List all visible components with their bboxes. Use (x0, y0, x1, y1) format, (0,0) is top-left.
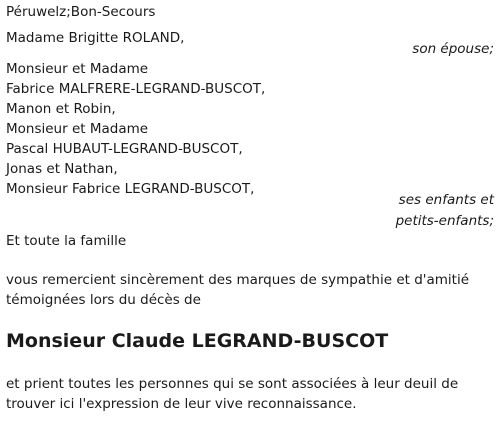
children-relation-line-1: ses enfants et (398, 192, 494, 208)
children-line-5: Pascal HUBAUT-LEGRAND-BUSCOT, (6, 141, 243, 157)
children-line-6: Jonas et Nathan, (6, 161, 118, 177)
location-header: Péruwelz;Bon-Secours (6, 4, 156, 20)
closing-line-1: et prient toutes les personnes qui se sont associées à leur deuil de (6, 376, 459, 392)
closing-line-2: trouver ici l'expression de leur vive reconnaissance. (6, 396, 357, 412)
thanks-line-1: vous remercient sincèrement des marques de sympathie et d'amitié (6, 272, 470, 288)
children-line-7: Monsieur Fabrice LEGRAND-BUSCOT, (6, 181, 255, 197)
children-line-3: Manon et Robin, (6, 101, 116, 117)
deceased-name: Monsieur Claude LEGRAND-BUSCOT (6, 330, 389, 352)
children-line-1: Monsieur et Madame (6, 61, 149, 77)
children-relation-line-2: petits-enfants; (395, 213, 494, 229)
spouse-name: Madame Brigitte ROLAND, (6, 30, 185, 46)
family-line: Et toute la famille (6, 233, 127, 249)
thanks-line-2: témoignées lors du décès de (6, 292, 201, 308)
children-line-2: Fabrice MALFRERE-LEGRAND-BUSCOT, (6, 81, 266, 97)
children-line-4: Monsieur et Madame (6, 121, 149, 137)
spouse-relation: son épouse; (412, 41, 494, 57)
